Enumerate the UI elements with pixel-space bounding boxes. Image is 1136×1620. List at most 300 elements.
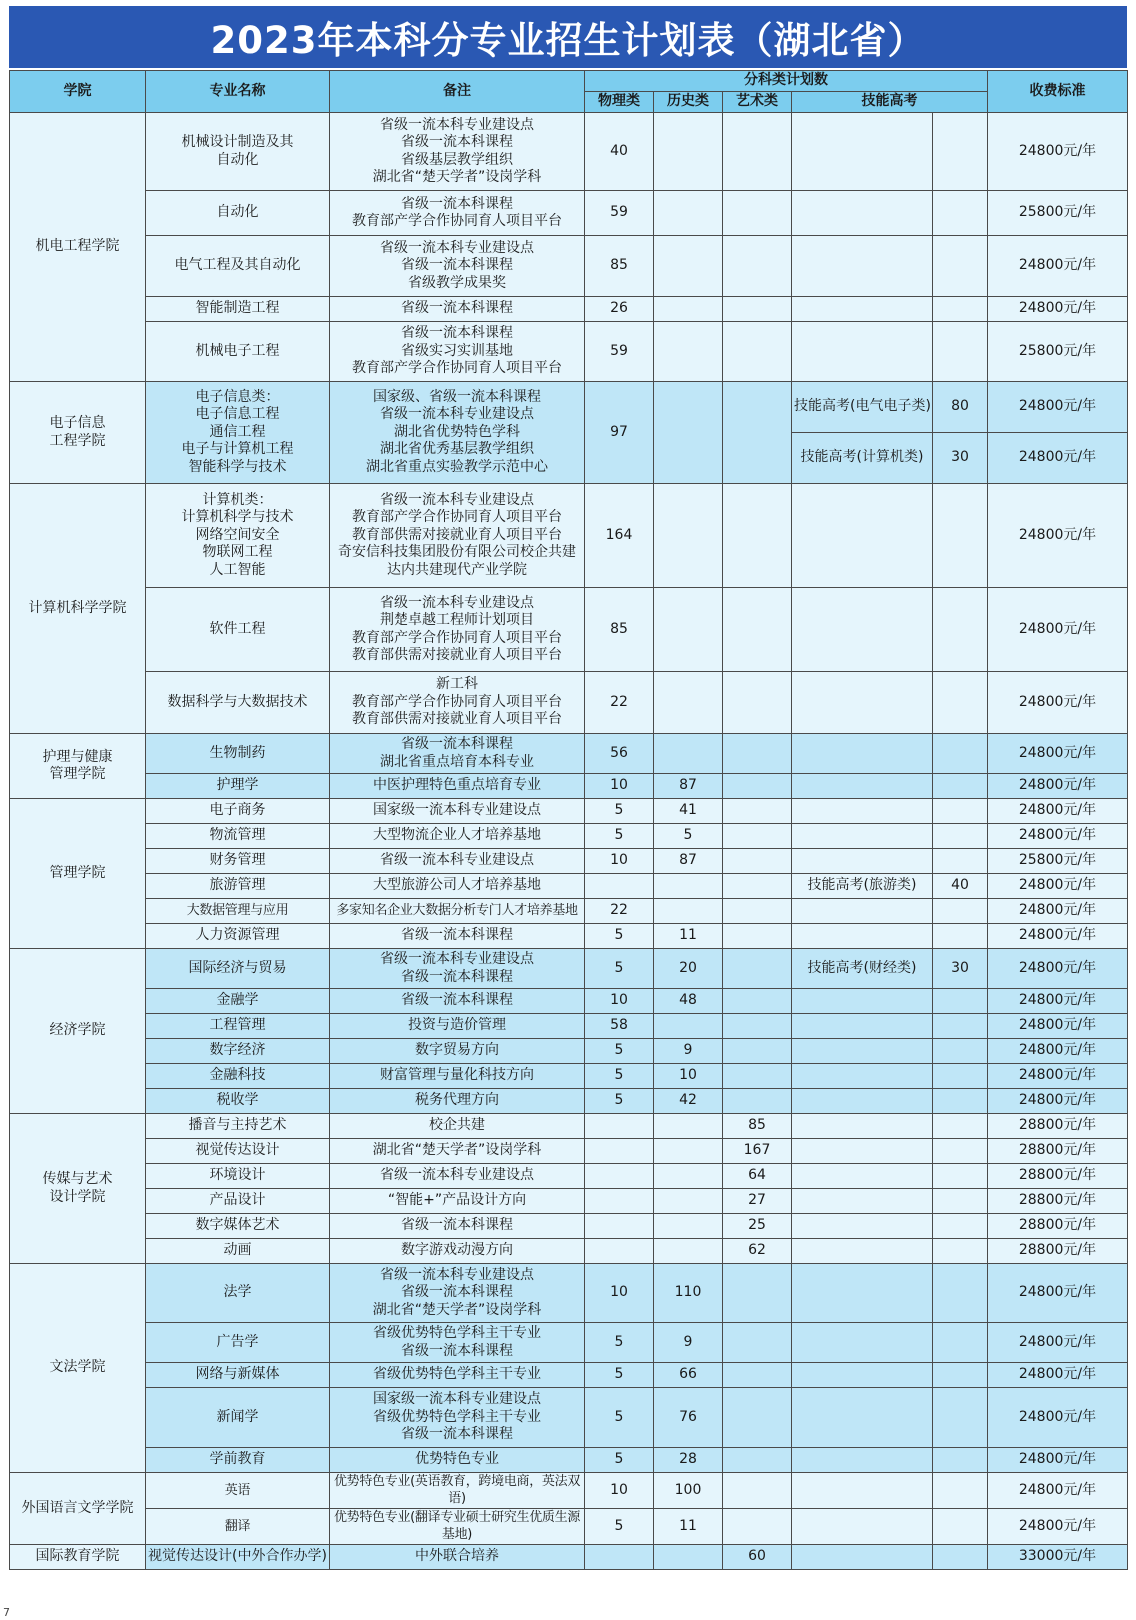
physics-count-cell: 5 — [585, 824, 654, 849]
table-row — [10, 191, 1128, 236]
art-count-cell — [723, 1014, 792, 1039]
history-count-cell — [654, 588, 723, 672]
art-count-cell — [723, 297, 792, 322]
major-name-cell: 机械设计制造及其 自动化 — [146, 113, 330, 191]
notes-cell: 国家级、省级一流本科课程 省级一流本科专业建设点 湖北省优势特色学科 湖北省优秀基层教学组织 湖北省重点实验教学示范中心 — [330, 382, 585, 484]
header-skill: 技能高考 — [792, 92, 988, 113]
history-count-cell: 48 — [654, 989, 723, 1014]
physics-count-cell: 59 — [585, 322, 654, 382]
skill-exam-cell — [792, 1448, 933, 1473]
notes-cell: 省级一流本科专业建设点 — [330, 849, 585, 874]
major-name-cell: 金融学 — [146, 989, 330, 1014]
history-count-cell — [654, 1164, 723, 1189]
skill-count-cell — [933, 1508, 988, 1544]
skill-count-cell — [933, 484, 988, 588]
physics-count-cell: 5 — [585, 1323, 654, 1363]
skill-count-cell — [933, 734, 988, 774]
table-row — [10, 1264, 1128, 1323]
skill-count-cell — [933, 588, 988, 672]
skill-exam-cell — [792, 113, 933, 191]
enrollment-plan-table — [9, 70, 1128, 1570]
physics-count-cell: 26 — [585, 297, 654, 322]
art-count-cell — [723, 484, 792, 588]
table-row — [10, 588, 1128, 672]
skill-count-cell — [933, 1264, 988, 1323]
notes-cell: 省级一流本科课程 湖北省重点培育本科专业 — [330, 734, 585, 774]
notes-cell: 省级一流本科课程 省级实习实训基地 教育部产学合作协同育人项目平台 — [330, 322, 585, 382]
notes-cell: 大型旅游公司人才培养基地 — [330, 874, 585, 899]
fee-cell: 24800元/年 — [988, 899, 1128, 924]
major-name-cell: 护理学 — [146, 774, 330, 799]
skill-count-cell — [933, 774, 988, 799]
skill-count-cell — [933, 1014, 988, 1039]
history-count-cell — [654, 382, 723, 484]
skill-exam-cell — [792, 734, 933, 774]
skill-count-cell — [933, 1214, 988, 1239]
fee-cell: 28800元/年 — [988, 1139, 1128, 1164]
skill-count-cell — [933, 322, 988, 382]
art-count-cell — [723, 799, 792, 824]
table-row — [10, 322, 1128, 382]
major-name-cell: 自动化 — [146, 191, 330, 236]
physics-count-cell: 59 — [585, 191, 654, 236]
notes-cell: 省级一流本科专业建设点 省级一流本科课程 省级教学成果奖 — [330, 236, 585, 297]
art-count-cell — [723, 588, 792, 672]
fee-cell: 25800元/年 — [988, 322, 1128, 382]
notes-cell: 省级一流本科课程 教育部产学合作协同育人项目平台 — [330, 191, 585, 236]
table-row — [10, 672, 1128, 734]
notes-cell: 投资与造价管理 — [330, 1014, 585, 1039]
history-count-cell: 5 — [654, 824, 723, 849]
art-count-cell — [723, 849, 792, 874]
table-row — [10, 849, 1128, 874]
physics-count-cell: 5 — [585, 1089, 654, 1114]
major-name-cell: 广告学 — [146, 1323, 330, 1363]
skill-count-cell — [933, 1064, 988, 1089]
fee-cell: 24800元/年 — [988, 113, 1128, 191]
major-name-cell: 智能制造工程 — [146, 297, 330, 322]
skill-count-cell: 80 — [933, 382, 988, 433]
fee-cell: 24800元/年 — [988, 382, 1128, 433]
physics-count-cell: 5 — [585, 1508, 654, 1544]
college-name-cell: 管理学院 — [10, 799, 146, 949]
skill-count-cell — [933, 1323, 988, 1363]
major-name-cell: 电子商务 — [146, 799, 330, 824]
skill-count-cell — [933, 799, 988, 824]
physics-count-cell: 5 — [585, 1064, 654, 1089]
history-count-cell: 42 — [654, 1089, 723, 1114]
header-art: 艺术类 — [723, 92, 792, 113]
art-count-cell — [723, 1064, 792, 1089]
art-count-cell: 167 — [723, 1139, 792, 1164]
skill-exam-cell — [792, 1544, 933, 1569]
table-row — [10, 382, 1128, 433]
physics-count-cell: 164 — [585, 484, 654, 588]
fee-cell: 24800元/年 — [988, 1363, 1128, 1388]
table-row — [10, 113, 1128, 191]
physics-count-cell: 22 — [585, 899, 654, 924]
art-count-cell — [723, 1039, 792, 1064]
history-count-cell — [654, 1544, 723, 1569]
history-count-cell — [654, 113, 723, 191]
table-row — [10, 874, 1128, 899]
college-name-cell: 护理与健康 管理学院 — [10, 734, 146, 799]
skill-exam-cell — [792, 1064, 933, 1089]
history-count-cell — [654, 191, 723, 236]
fee-cell: 28800元/年 — [988, 1239, 1128, 1264]
college-name-cell: 国际教育学院 — [10, 1544, 146, 1569]
page-number: 7 — [3, 1606, 10, 1619]
major-name-cell: 动画 — [146, 1239, 330, 1264]
skill-count-cell — [933, 1448, 988, 1473]
physics-count-cell: 85 — [585, 236, 654, 297]
history-count-cell: 110 — [654, 1264, 723, 1323]
header-notes: 备注 — [330, 71, 585, 113]
notes-cell: 大型物流企业人才培养基地 — [330, 824, 585, 849]
physics-count-cell: 56 — [585, 734, 654, 774]
skill-count-cell — [933, 113, 988, 191]
notes-cell: 省级一流本科课程 — [330, 924, 585, 949]
header-plan-group: 分科类计划数 — [585, 71, 988, 92]
skill-count-cell — [933, 1363, 988, 1388]
fee-cell: 28800元/年 — [988, 1214, 1128, 1239]
major-name-cell: 物流管理 — [146, 824, 330, 849]
skill-count-cell — [933, 1473, 988, 1509]
fee-cell: 24800元/年 — [988, 1039, 1128, 1064]
table-body — [10, 113, 1128, 1570]
table-row — [10, 1239, 1128, 1264]
history-count-cell: 10 — [654, 1064, 723, 1089]
history-count-cell: 87 — [654, 774, 723, 799]
notes-cell: 国家级一流本科专业建设点 — [330, 799, 585, 824]
skill-count-cell — [933, 672, 988, 734]
header-history: 历史类 — [654, 92, 723, 113]
fee-cell: 24800元/年 — [988, 874, 1128, 899]
fee-cell: 24800元/年 — [988, 1508, 1128, 1544]
skill-exam-cell: 技能高考(计算机类) — [792, 433, 933, 484]
history-count-cell — [654, 1214, 723, 1239]
fee-cell: 28800元/年 — [988, 1189, 1128, 1214]
notes-cell: 优势特色专业 — [330, 1448, 585, 1473]
skill-exam-cell — [792, 1039, 933, 1064]
table-row — [10, 1363, 1128, 1388]
table-row — [10, 899, 1128, 924]
fee-cell: 24800元/年 — [988, 824, 1128, 849]
major-name-cell: 大数据管理与应用 — [146, 899, 330, 924]
fee-cell: 25800元/年 — [988, 849, 1128, 874]
major-name-cell: 网络与新媒体 — [146, 1363, 330, 1388]
major-name-cell: 机械电子工程 — [146, 322, 330, 382]
major-name-cell: 数据科学与大数据技术 — [146, 672, 330, 734]
fee-cell: 24800元/年 — [988, 774, 1128, 799]
header-fee: 收费标准 — [988, 71, 1128, 113]
history-count-cell: 11 — [654, 924, 723, 949]
physics-count-cell — [585, 1189, 654, 1214]
notes-cell: 税务代理方向 — [330, 1089, 585, 1114]
history-count-cell — [654, 322, 723, 382]
history-count-cell — [654, 236, 723, 297]
table-row — [10, 1544, 1128, 1569]
notes-cell: 数字游戏动漫方向 — [330, 1239, 585, 1264]
physics-count-cell: 5 — [585, 1039, 654, 1064]
table-row — [10, 1039, 1128, 1064]
fee-cell: 28800元/年 — [988, 1164, 1128, 1189]
major-name-cell: 翻译 — [146, 1508, 330, 1544]
fee-cell: 24800元/年 — [988, 1323, 1128, 1363]
skill-exam-cell — [792, 849, 933, 874]
header-college: 学院 — [10, 71, 146, 113]
skill-count-cell — [933, 899, 988, 924]
notes-cell: 省级一流本科课程 — [330, 1214, 585, 1239]
history-count-cell — [654, 484, 723, 588]
history-count-cell — [654, 1114, 723, 1139]
major-name-cell: 国际经济与贸易 — [146, 949, 330, 989]
college-name-cell: 传媒与艺术 设计学院 — [10, 1114, 146, 1264]
table-row — [10, 1473, 1128, 1509]
fee-cell: 25800元/年 — [988, 191, 1128, 236]
art-count-cell: 60 — [723, 1544, 792, 1569]
skill-count-cell — [933, 824, 988, 849]
art-count-cell: 25 — [723, 1214, 792, 1239]
table-row — [10, 1214, 1128, 1239]
skill-exam-cell — [792, 1139, 933, 1164]
fee-cell: 28800元/年 — [988, 1114, 1128, 1139]
skill-exam-cell — [792, 799, 933, 824]
skill-exam-cell — [792, 1164, 933, 1189]
notes-cell: 湖北省“楚天学者”设岗学科 — [330, 1139, 585, 1164]
art-count-cell — [723, 949, 792, 989]
art-count-cell: 64 — [723, 1164, 792, 1189]
notes-cell: 多家知名企业大数据分析专门人才培养基地 — [330, 899, 585, 924]
college-name-cell: 电子信息 工程学院 — [10, 382, 146, 484]
college-name-cell: 经济学院 — [10, 949, 146, 1114]
art-count-cell: 85 — [723, 1114, 792, 1139]
skill-count-cell — [933, 989, 988, 1014]
fee-cell: 24800元/年 — [988, 1388, 1128, 1448]
art-count-cell — [723, 1323, 792, 1363]
notes-cell: 省级一流本科课程 — [330, 989, 585, 1014]
major-name-cell: 视觉传达设计(中外合作办学) — [146, 1544, 330, 1569]
skill-exam-cell — [792, 1114, 933, 1139]
skill-exam-cell — [792, 1473, 933, 1509]
table-row — [10, 1164, 1128, 1189]
skill-exam-cell — [792, 824, 933, 849]
history-count-cell — [654, 734, 723, 774]
art-count-cell — [723, 672, 792, 734]
skill-exam-cell — [792, 1014, 933, 1039]
notes-cell: 中医护理特色重点培育专业 — [330, 774, 585, 799]
physics-count-cell: 22 — [585, 672, 654, 734]
skill-exam-cell — [792, 1508, 933, 1544]
major-name-cell: 旅游管理 — [146, 874, 330, 899]
major-name-cell: 生物制药 — [146, 734, 330, 774]
skill-exam-cell — [792, 899, 933, 924]
notes-cell: 新工科 教育部产学合作协同育人项目平台 教育部供需对接就业育人项目平台 — [330, 672, 585, 734]
history-count-cell: 20 — [654, 949, 723, 989]
fee-cell: 24800元/年 — [988, 297, 1128, 322]
art-count-cell — [723, 322, 792, 382]
notes-cell: 省级优势特色学科主干专业 — [330, 1363, 585, 1388]
header-physics: 物理类 — [585, 92, 654, 113]
history-count-cell — [654, 1014, 723, 1039]
fee-cell: 24800元/年 — [988, 1473, 1128, 1509]
table-row — [10, 484, 1128, 588]
skill-count-cell — [933, 1239, 988, 1264]
physics-count-cell: 97 — [585, 382, 654, 484]
art-count-cell — [723, 1473, 792, 1509]
skill-count-cell — [933, 1189, 988, 1214]
physics-count-cell — [585, 1239, 654, 1264]
fee-cell: 24800元/年 — [988, 1014, 1128, 1039]
table-row — [10, 1448, 1128, 1473]
skill-count-cell: 30 — [933, 433, 988, 484]
physics-count-cell — [585, 1139, 654, 1164]
skill-count-cell — [933, 297, 988, 322]
art-count-cell: 27 — [723, 1189, 792, 1214]
physics-count-cell: 5 — [585, 1448, 654, 1473]
header-major: 专业名称 — [146, 71, 330, 113]
skill-exam-cell — [792, 924, 933, 949]
skill-exam-cell — [792, 1089, 933, 1114]
skill-count-cell — [933, 1388, 988, 1448]
physics-count-cell — [585, 1164, 654, 1189]
notes-cell: 省级一流本科专业建设点 省级一流本科课程 湖北省“楚天学者”设岗学科 — [330, 1264, 585, 1323]
skill-count-cell — [933, 191, 988, 236]
fee-cell: 24800元/年 — [988, 672, 1128, 734]
skill-exam-cell — [792, 236, 933, 297]
history-count-cell: 41 — [654, 799, 723, 824]
major-name-cell: 工程管理 — [146, 1014, 330, 1039]
art-count-cell — [723, 113, 792, 191]
physics-count-cell: 10 — [585, 1473, 654, 1509]
major-name-cell: 环境设计 — [146, 1164, 330, 1189]
history-count-cell — [654, 297, 723, 322]
skill-exam-cell — [792, 1388, 933, 1448]
table-row — [10, 1508, 1128, 1544]
history-count-cell: 100 — [654, 1473, 723, 1509]
notes-cell: 省级一流本科专业建设点 省级一流本科课程 省级基层教学组织 湖北省“楚天学者”设岗学科 — [330, 113, 585, 191]
skill-exam-cell — [792, 191, 933, 236]
physics-count-cell: 5 — [585, 1363, 654, 1388]
notes-cell: 校企共建 — [330, 1114, 585, 1139]
fee-cell: 24800元/年 — [988, 1448, 1128, 1473]
history-count-cell: 66 — [654, 1363, 723, 1388]
history-count-cell: 87 — [654, 849, 723, 874]
physics-count-cell: 10 — [585, 989, 654, 1014]
art-count-cell — [723, 874, 792, 899]
major-name-cell: 英语 — [146, 1473, 330, 1509]
skill-count-cell — [933, 1139, 988, 1164]
fee-cell: 24800元/年 — [988, 1089, 1128, 1114]
physics-count-cell: 40 — [585, 113, 654, 191]
history-count-cell: 9 — [654, 1039, 723, 1064]
skill-exam-cell — [792, 1214, 933, 1239]
major-name-cell: 数字经济 — [146, 1039, 330, 1064]
skill-count-cell — [933, 924, 988, 949]
major-name-cell: 视觉传达设计 — [146, 1139, 330, 1164]
history-count-cell — [654, 1239, 723, 1264]
skill-exam-cell — [792, 322, 933, 382]
major-name-cell: 金融科技 — [146, 1064, 330, 1089]
history-count-cell — [654, 1139, 723, 1164]
history-count-cell — [654, 672, 723, 734]
skill-count-cell — [933, 1544, 988, 1569]
art-count-cell — [723, 1388, 792, 1448]
page-title: 2023年本科分专业招生计划表（湖北省） — [9, 6, 1127, 68]
art-count-cell — [723, 989, 792, 1014]
skill-exam-cell — [792, 297, 933, 322]
major-name-cell: 计算机类： 计算机科学与技术 网络空间安全 物联网工程 人工智能 — [146, 484, 330, 588]
table-row — [10, 297, 1128, 322]
fee-cell: 24800元/年 — [988, 236, 1128, 297]
notes-cell: 省级一流本科课程 — [330, 297, 585, 322]
skill-exam-cell: 技能高考(旅游类) — [792, 874, 933, 899]
major-name-cell: 软件工程 — [146, 588, 330, 672]
skill-exam-cell — [792, 1264, 933, 1323]
major-name-cell: 产品设计 — [146, 1189, 330, 1214]
history-count-cell: 76 — [654, 1388, 723, 1448]
table-row — [10, 1323, 1128, 1363]
table-row — [10, 1114, 1128, 1139]
skill-count-cell — [933, 1039, 988, 1064]
art-count-cell — [723, 924, 792, 949]
major-name-cell: 税收学 — [146, 1089, 330, 1114]
physics-count-cell — [585, 1214, 654, 1239]
notes-cell: 省级优势特色学科主干专业 省级一流本科课程 — [330, 1323, 585, 1363]
fee-cell: 24800元/年 — [988, 433, 1128, 484]
skill-count-cell: 30 — [933, 949, 988, 989]
art-count-cell — [723, 1264, 792, 1323]
history-count-cell: 28 — [654, 1448, 723, 1473]
table-row — [10, 1089, 1128, 1114]
art-count-cell — [723, 774, 792, 799]
table-row — [10, 989, 1128, 1014]
physics-count-cell: 85 — [585, 588, 654, 672]
major-name-cell: 学前教育 — [146, 1448, 330, 1473]
physics-count-cell: 10 — [585, 849, 654, 874]
art-count-cell — [723, 1508, 792, 1544]
skill-exam-cell: 技能高考(财经类) — [792, 949, 933, 989]
college-name-cell: 外国语言文学学院 — [10, 1473, 146, 1545]
major-name-cell: 电气工程及其自动化 — [146, 236, 330, 297]
history-count-cell: 11 — [654, 1508, 723, 1544]
fee-cell: 24800元/年 — [988, 484, 1128, 588]
notes-cell: 省级一流本科专业建设点 教育部产学合作协同育人项目平台 教育部供需对接就业育人项目平台 奇安信科技集团股份有限公司校企共建 达内共建现代产业学院 — [330, 484, 585, 588]
fee-cell: 24800元/年 — [988, 949, 1128, 989]
major-name-cell: 财务管理 — [146, 849, 330, 874]
physics-count-cell: 5 — [585, 799, 654, 824]
table-row — [10, 1064, 1128, 1089]
physics-count-cell — [585, 1114, 654, 1139]
history-count-cell: 9 — [654, 1323, 723, 1363]
skill-count-cell — [933, 1114, 988, 1139]
art-count-cell — [723, 1089, 792, 1114]
art-count-cell — [723, 1448, 792, 1473]
skill-exam-cell: 技能高考(电气电子类) — [792, 382, 933, 433]
major-name-cell: 新闻学 — [146, 1388, 330, 1448]
history-count-cell — [654, 899, 723, 924]
college-name-cell: 机电工程学院 — [10, 113, 146, 382]
skill-count-cell — [933, 849, 988, 874]
physics-count-cell: 58 — [585, 1014, 654, 1039]
table-row — [10, 734, 1128, 774]
art-count-cell — [723, 191, 792, 236]
notes-cell: 中外联合培养 — [330, 1544, 585, 1569]
fee-cell: 24800元/年 — [988, 734, 1128, 774]
skill-exam-cell — [792, 989, 933, 1014]
table-row — [10, 1139, 1128, 1164]
art-count-cell: 62 — [723, 1239, 792, 1264]
